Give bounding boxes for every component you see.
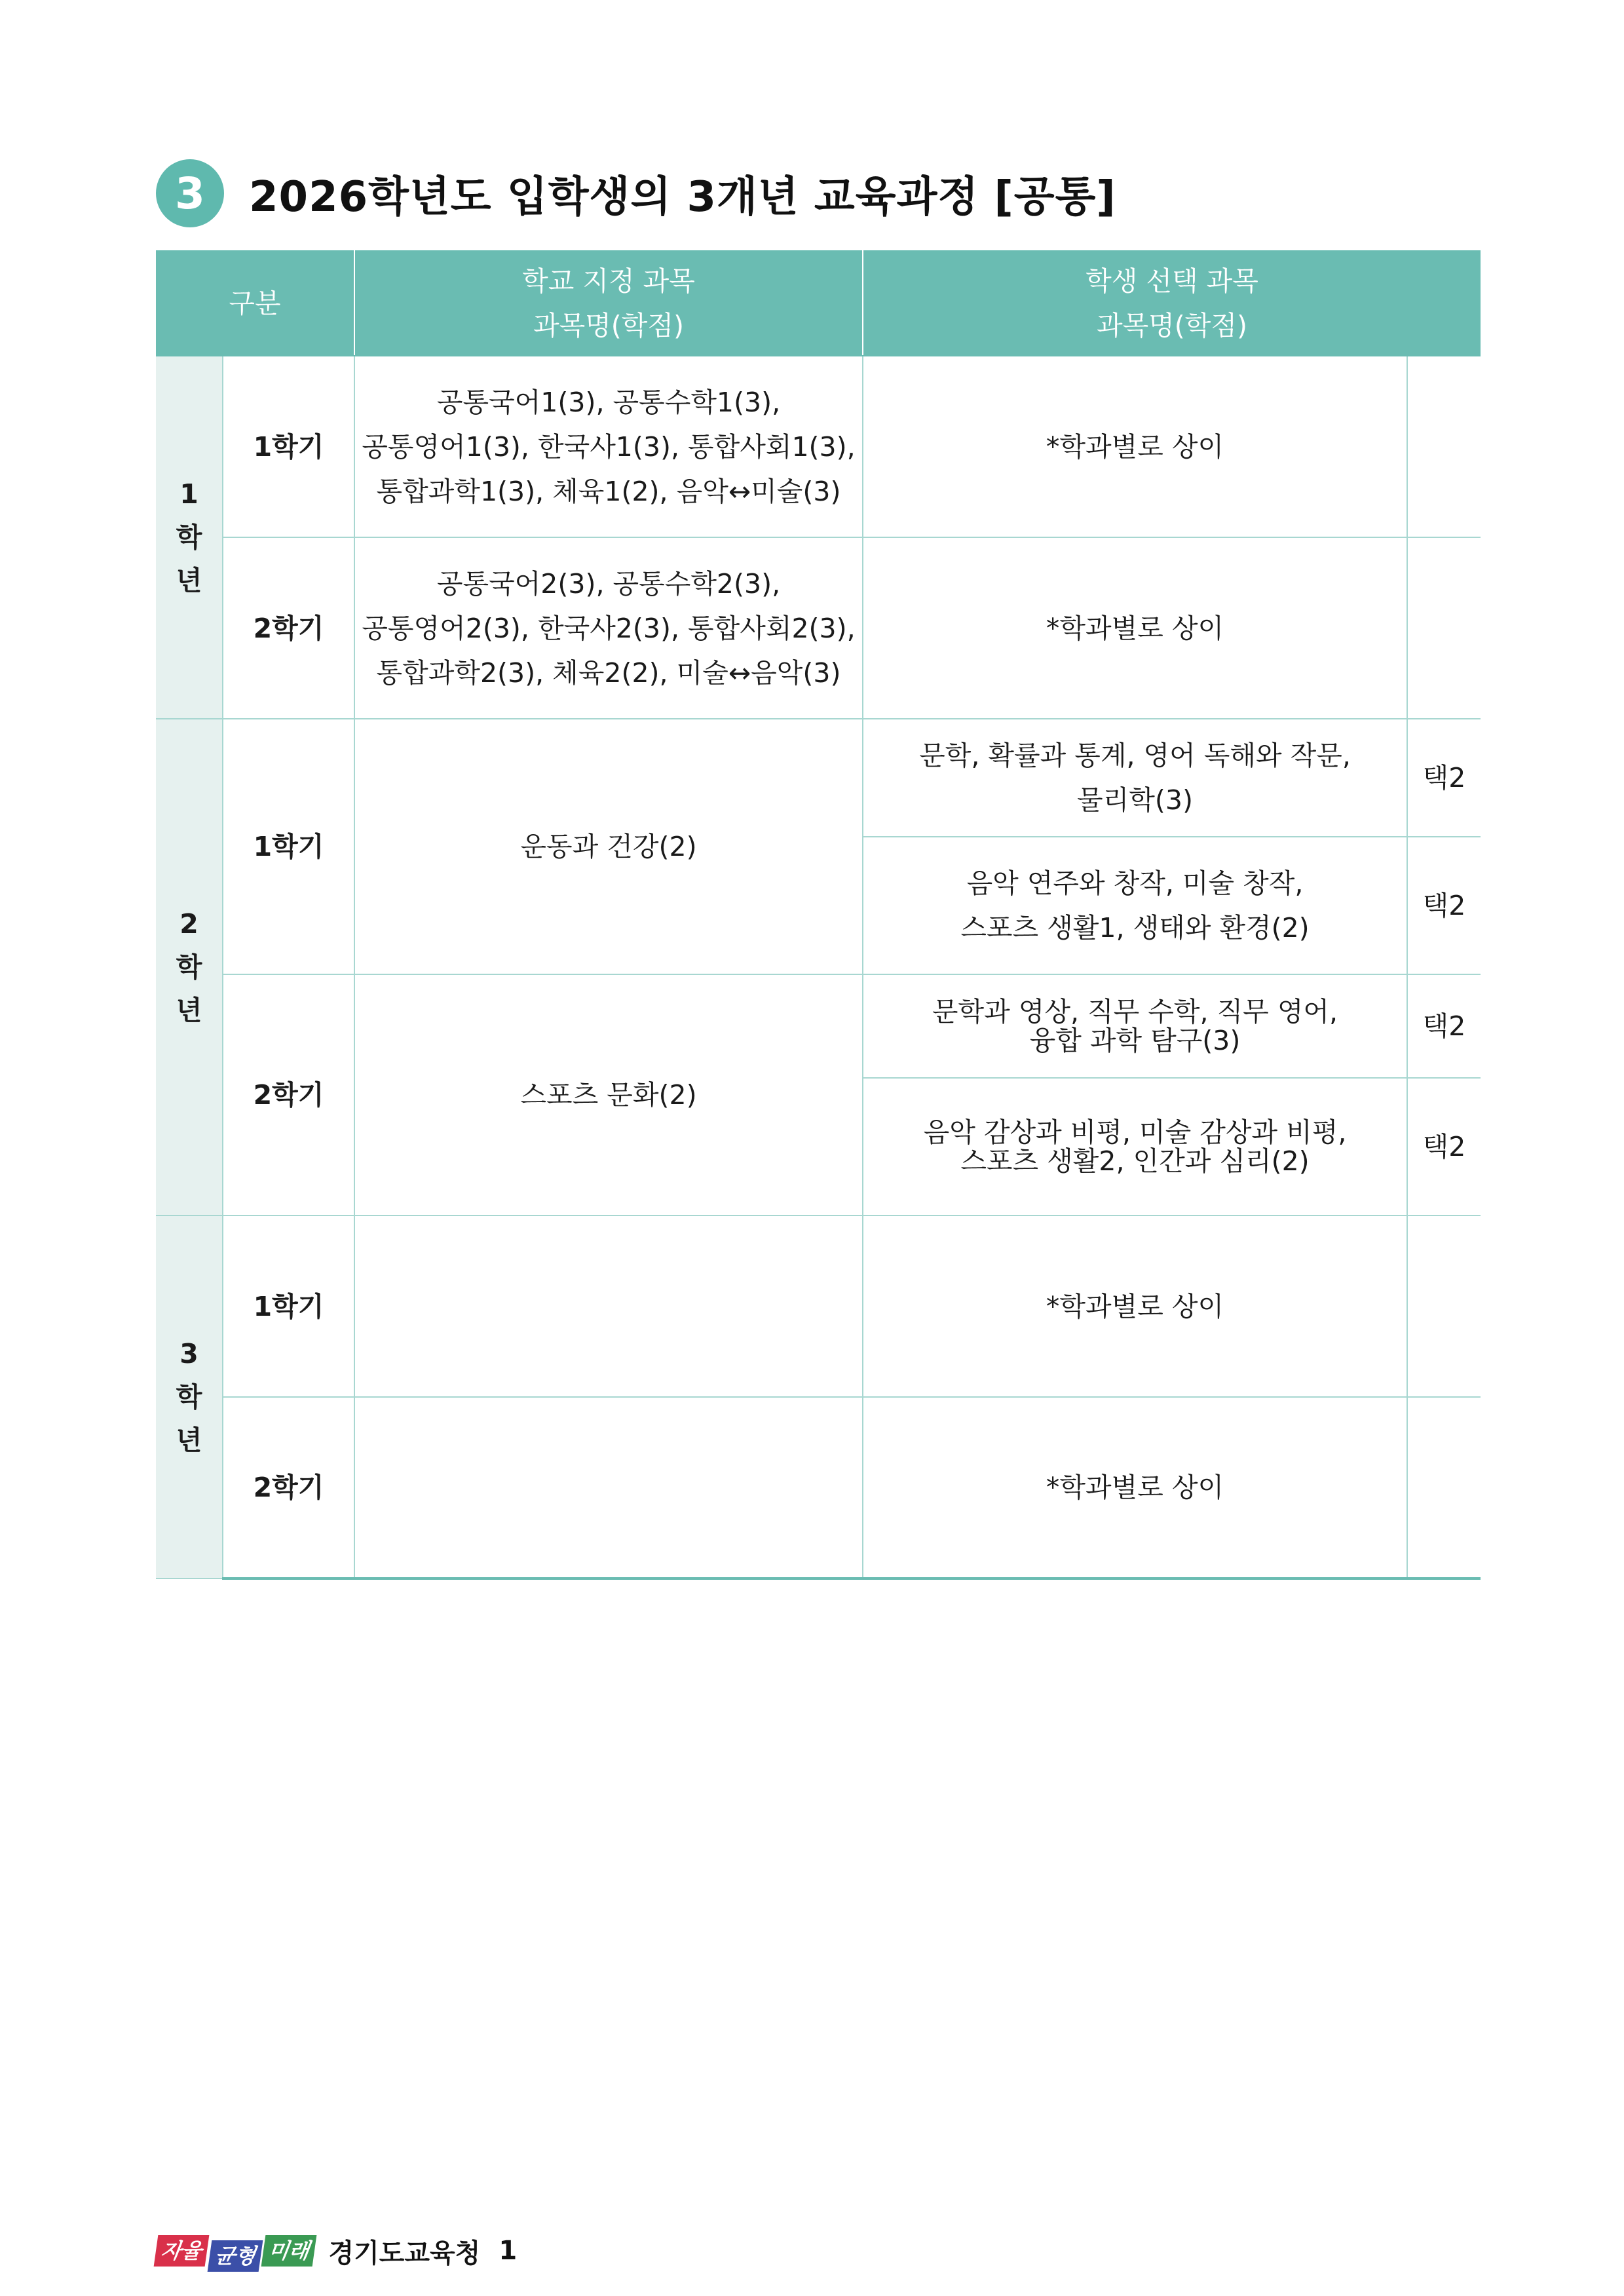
logo-part: 미래 [261,2235,316,2267]
semester-label: 2학기 [223,974,354,1215]
student-subjects-cell: *학과별로 상이 [863,537,1407,719]
school-subjects-cell [354,356,863,537]
table-row [156,356,1481,537]
header-student-line2: 과목명(학점) [1096,310,1248,341]
subject-line: 문학, 확률과 통계, 영어 독해와 작문, [919,740,1351,771]
subject-line: 공통국어2(3), 공통수학2(3), [436,567,781,600]
pick-count: 택2 [1407,1078,1481,1215]
pick-cell-empty [1407,1215,1481,1397]
subject-line: 문학과 영상, 직무 수학, 직무 영어, [932,996,1338,1027]
student-choice-cell [863,837,1407,974]
pick-cell-empty [1407,1397,1481,1578]
logo-part: 균형 [207,2240,263,2272]
header-school-subjects [354,251,863,356]
subject-line: 공통국어1(3), 공통수학1(3), [436,386,781,418]
semester-label: 1학기 [223,356,354,537]
grade-label-char: 년 [176,1425,202,1456]
office-name: 경기도교육청 [328,2238,481,2268]
subject-line: 물리학(3) [1077,784,1193,816]
logo-part: 자율 [154,2235,210,2267]
section-heading [156,157,1116,229]
student-choice-cell [863,719,1407,837]
school-subjects-cell: 스포츠 문화(2) [354,974,863,1215]
table-row [156,1397,1481,1578]
pick-cell-empty [1407,356,1481,537]
section-number-badge: 3 [156,159,224,227]
grade-2-label [156,719,223,1215]
subject-line: 통합과학2(3), 체육2(2), 미술↔음악(3) [376,657,841,689]
subject-line: 음악 감상과 비평, 미술 감상과 비평, [923,1117,1347,1148]
header-student-subjects [863,251,1481,356]
table-row [156,974,1481,1078]
pick-count: 택2 [1407,719,1481,837]
student-subjects-cell: *학과별로 상이 [863,356,1407,537]
grade-label-char: 1 [179,478,198,510]
table-row [156,1215,1481,1397]
table-row [156,537,1481,719]
school-subjects-cell: 운동과 건강(2) [354,719,863,974]
student-subjects-cell: *학과별로 상이 [863,1397,1407,1578]
table-row [156,719,1481,837]
education-slogan-logo [156,2230,314,2272]
grade-3-label [156,1215,223,1578]
semester-label: 1학기 [223,719,354,974]
student-choice-cell [863,974,1407,1078]
subject-line: 융합 과학 탐구(3) [1029,1025,1241,1056]
header-category: 구분 [156,251,354,356]
grade-label-char: 학 [176,951,202,983]
pick-count: 택2 [1407,837,1481,974]
subject-line: 스포츠 생활1, 생태와 환경(2) [960,912,1310,944]
subject-line: 공통영어2(3), 한국사2(3), 통합사회2(3), [362,612,856,644]
school-subjects-cell [354,537,863,719]
page-number: 1 [499,2236,518,2266]
subject-line: 음악 연주와 창작, 미술 창작, [966,868,1304,899]
section-title: 2026학년도 입학생의 3개년 교육과정 [공통] [249,173,1116,221]
grade-1-label [156,356,223,719]
semester-label: 2학기 [223,537,354,719]
page-footer [156,2230,517,2271]
header-school-line2: 과목명(학점) [533,310,685,341]
table-header-row [156,251,1481,356]
school-subjects-cell [354,1215,863,1397]
school-subjects-cell [354,1397,863,1578]
subject-line: 공통영어1(3), 한국사1(3), 통합사회1(3), [362,430,856,463]
curriculum-table [156,250,1481,1580]
grade-label-char: 년 [176,995,202,1026]
pick-cell-empty [1407,537,1481,719]
pick-count: 택2 [1407,974,1481,1078]
semester-label: 2학기 [223,1397,354,1578]
grade-label-char: 3 [179,1338,198,1369]
student-choice-cell [863,1078,1407,1215]
student-subjects-cell: *학과별로 상이 [863,1215,1407,1397]
grade-label-char: 년 [176,565,202,596]
subject-line: 스포츠 생활2, 인간과 심리(2) [960,1145,1310,1177]
subject-line: 통합과학1(3), 체육1(2), 음악↔미술(3) [376,475,841,507]
header-student-line1: 학생 선택 과목 [1086,265,1258,297]
header-school-line1: 학교 지정 과목 [522,265,695,297]
semester-label: 1학기 [223,1215,354,1397]
grade-label-char: 학 [176,522,202,553]
grade-label-char: 학 [176,1381,202,1413]
grade-label-char: 2 [179,908,198,940]
